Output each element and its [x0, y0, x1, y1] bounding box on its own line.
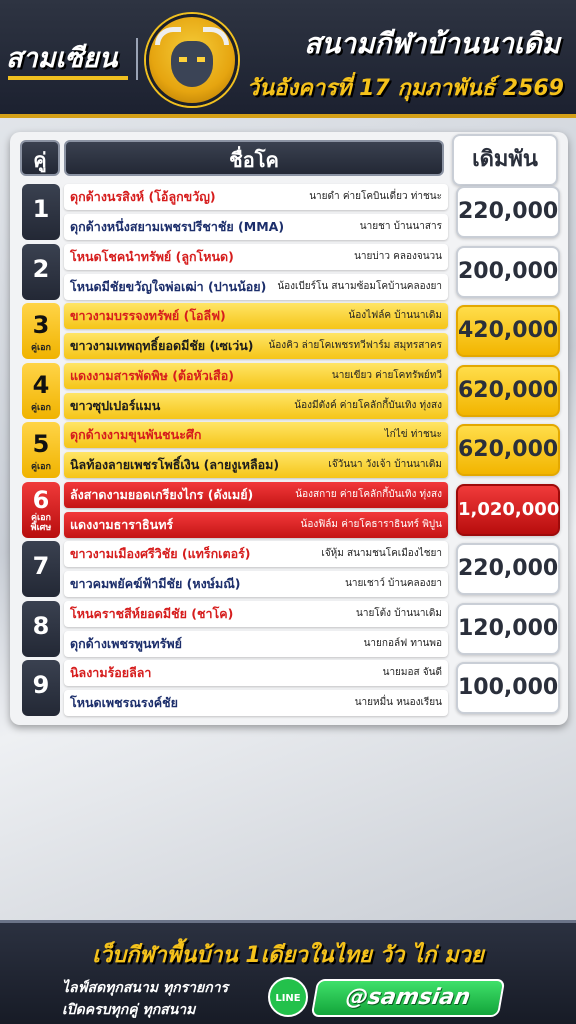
fighter-b-name: ขาวงามเทพฤทธิ์ยอดมีชัย (เซเว่น) [70, 338, 254, 353]
bet-amount: 220,000 [456, 543, 560, 595]
bet-amount: 120,000 [456, 603, 560, 655]
fighter-a [64, 184, 448, 210]
fighter-a [64, 363, 448, 389]
header [0, 0, 576, 118]
fighter-b-owner: นายหมื่น หนองเรียน [354, 697, 442, 708]
match-row [10, 660, 568, 716]
logo-divider [136, 38, 138, 80]
fighter-a-owner: นายโต้ง บ้านนาเดิม [356, 607, 442, 619]
fighter-a-owner: นายมอส จันดี [382, 667, 442, 678]
fighter-b-name: โหนดมีชัยขวัญใจพ่อเฒ่า (ปานน้อย) [70, 278, 267, 294]
match-row [10, 244, 568, 300]
brand-logo: สามเซียน [6, 36, 128, 82]
pair-number-value: 2 [32, 254, 50, 283]
pair-tag: คู่เอก [31, 462, 51, 472]
pair-number [22, 482, 60, 538]
fighter-b-name: ขาวซุปเปอร์แมน [70, 397, 161, 413]
fighter-b-name: แดงงามธาราธินทร์ [70, 516, 174, 532]
pair-tag: คู่เอกพิเศษ [30, 512, 52, 533]
fighter-a-owner: น้องสกาย ค่ายโคลักกี้บันเทิง ทุ่งสง [295, 488, 442, 500]
fighter-b [64, 333, 448, 359]
fighter-a-owner: เจ๊หุ้ม สนามชนโคเมืองไชยา [321, 548, 442, 559]
fighter-a [64, 303, 448, 329]
fighter-b-owner: น้องมีตังค์ ค่ายโคลักกี้บันเทิง ทุ่งสง [294, 399, 442, 411]
pair-number-value: 4 [32, 370, 50, 399]
pair-number-value: 5 [32, 430, 50, 458]
fighter-b-owner: นายกอล์ฟ ทานพอ [363, 637, 442, 649]
fighter-b-name: โหนดเพชรณรงค์ชัย [70, 695, 178, 710]
fighters [64, 660, 448, 716]
bet-amount: 420,000 [456, 305, 560, 357]
pair-number [22, 660, 60, 716]
bet-amount: 220,000 [456, 186, 560, 238]
match-row [10, 303, 568, 359]
fight-card-table [10, 132, 568, 725]
fighters [64, 363, 448, 419]
header-name: ชื่อโค [64, 140, 444, 176]
fighters [64, 541, 448, 597]
footer [0, 920, 576, 1024]
match-row [10, 363, 568, 419]
fighter-b [64, 571, 448, 597]
pair-number [22, 601, 60, 657]
fighter-a-name: ขาวงามบรรจงทรัพย์ (โอลีฟ) [70, 308, 226, 323]
fighter-a [64, 482, 448, 508]
fighter-b-name: ดุกด้างหนึ่งสยามเพชรปรีชาชัย (MMA) [70, 219, 285, 234]
fighter-a [64, 601, 448, 627]
pair-number [22, 303, 60, 359]
fighter-a-name: นิลงามร้อยลีลา [70, 665, 152, 680]
match-row [10, 601, 568, 657]
fighter-b-name: ดุกด้างเพชรพูนทรัพย์ [70, 635, 182, 651]
event-date: วันอังคารที่ 17 กุมภาพันธ์ 2569 [246, 76, 564, 101]
pair-number [22, 184, 60, 240]
bet-amount: 620,000 [456, 424, 560, 476]
pair-tag: คู่เอก [31, 402, 51, 413]
fighter-b [64, 393, 448, 419]
pair-number-value: 8 [32, 611, 50, 640]
fighter-a-owner: ไก่ไข่ ท่าชนะ [384, 429, 442, 440]
bull-logo-icon [146, 14, 238, 106]
fighter-b [64, 274, 448, 300]
bet-amount: 100,000 [456, 662, 560, 714]
pair-tag: คู่เอก [31, 343, 51, 353]
fighters [64, 422, 448, 478]
fighters [64, 601, 448, 657]
fighters [64, 184, 448, 240]
fighters [64, 482, 448, 538]
pair-number-value: 1 [32, 195, 50, 223]
fighter-a [64, 541, 448, 567]
fighter-b-owner: น้องคิว ล่ายโคเพชรทวีฟาร์ม สมุทรสาคร [268, 340, 442, 351]
fighter-b-owner: เจ๊วันนา วังเจ้า บ้านนาเดิม [328, 459, 442, 470]
fighter-a-owner: นายบ่าว คลองจนวน [354, 250, 442, 262]
fighter-a-name: ดุกด้างงามขุนพันชนะศึก [70, 427, 202, 442]
fighters [64, 303, 448, 359]
pair-number [22, 363, 60, 419]
fighter-b-owner: นายเชาว์ บ้านคลองยา [345, 578, 442, 589]
pair-number [22, 541, 60, 597]
header-pair: คู่ [20, 140, 60, 176]
fighter-a-name: ลังสาดงามยอดเกรียงไกร (ดังเมย์) [70, 486, 254, 502]
fighter-a-name: โหนดโชคนำทรัพย์ (ลูกโหนด) [70, 248, 234, 264]
fighter-a-name: โหนคราชสีห์ยอดมีชัย (ชาโค) [70, 605, 234, 621]
match-row [10, 482, 568, 538]
fighter-b [64, 631, 448, 657]
fighter-b [64, 690, 448, 716]
fighter-a-owner: น้องไฟล์ค บ้านนาเดิม [348, 310, 442, 321]
pair-number-value: 6 [32, 485, 50, 514]
fighter-b-owner: น้องฟิล์ม ค่ายโคธาราธินทร์ พิปูน [300, 518, 442, 530]
pair-number [22, 244, 60, 300]
fighter-a-name: ดุกด้างนรสิงห์ (โอ้ลูกขวัญ) [70, 189, 216, 204]
line-handle-button[interactable]: @samsian [311, 979, 506, 1017]
fighter-b [64, 452, 448, 478]
match-row [10, 422, 568, 478]
match-row [10, 184, 568, 240]
fighter-b [64, 512, 448, 538]
fighter-a [64, 660, 448, 686]
pair-number-value: 9 [32, 671, 50, 699]
live-text-1: ไลฟ์สดทุกสนาม ทุกรายการ [62, 980, 229, 996]
fighter-a [64, 244, 448, 270]
page-title: สนามกีฬาบ้านนาเดิม [304, 27, 560, 60]
fighter-b-owner: น้องเบียร์โน สนามซ้อมโคบ้านคลองยา [277, 280, 442, 292]
bet-amount: 620,000 [456, 365, 560, 417]
pair-number-value: 7 [32, 552, 50, 580]
fighter-b-name: ขาวคมพยัคฆ์ฟ้ามีชัย (หงษ์มณี) [70, 576, 241, 591]
pair-number [22, 422, 60, 478]
fighter-b-name: นิลท้องลายเพชรโพธิ์เงิน (ลายงูเหลือม) [70, 457, 280, 472]
fighter-a-name: แดงงามสารพัดพิษ (ต้อหัวเสือ) [70, 367, 234, 383]
bet-amount: 1,020,000 [456, 484, 560, 536]
pair-number-value: 3 [32, 311, 50, 339]
header-bet: เดิมพัน [452, 134, 558, 186]
fighter-a-name: ขาวงามเมืองศรีวิชัย (แทร็กเตอร์) [70, 546, 251, 561]
fighter-a [64, 422, 448, 448]
line-icon[interactable]: LINE [268, 977, 308, 1017]
bet-amount: 200,000 [456, 246, 560, 298]
live-text-2: เปิดครบทุกคู่ ทุกสนาม [62, 1002, 196, 1018]
fighter-a-owner: นายดำ ค่ายโคบินเดี่ยว ท่าชนะ [309, 191, 442, 202]
fighter-b [64, 214, 448, 240]
fighters [64, 244, 448, 300]
footer-tagline: เว็บกีฬาพื้นบ้าน 1เดียวในไทย วัว ไก่ มวย [92, 943, 484, 968]
match-row [10, 541, 568, 597]
fighter-a-owner: นายเขียว ค่ายโคทรัพย์ทวี [331, 369, 442, 381]
fighter-b-owner: นายชา บ้านนาสาร [359, 221, 442, 232]
